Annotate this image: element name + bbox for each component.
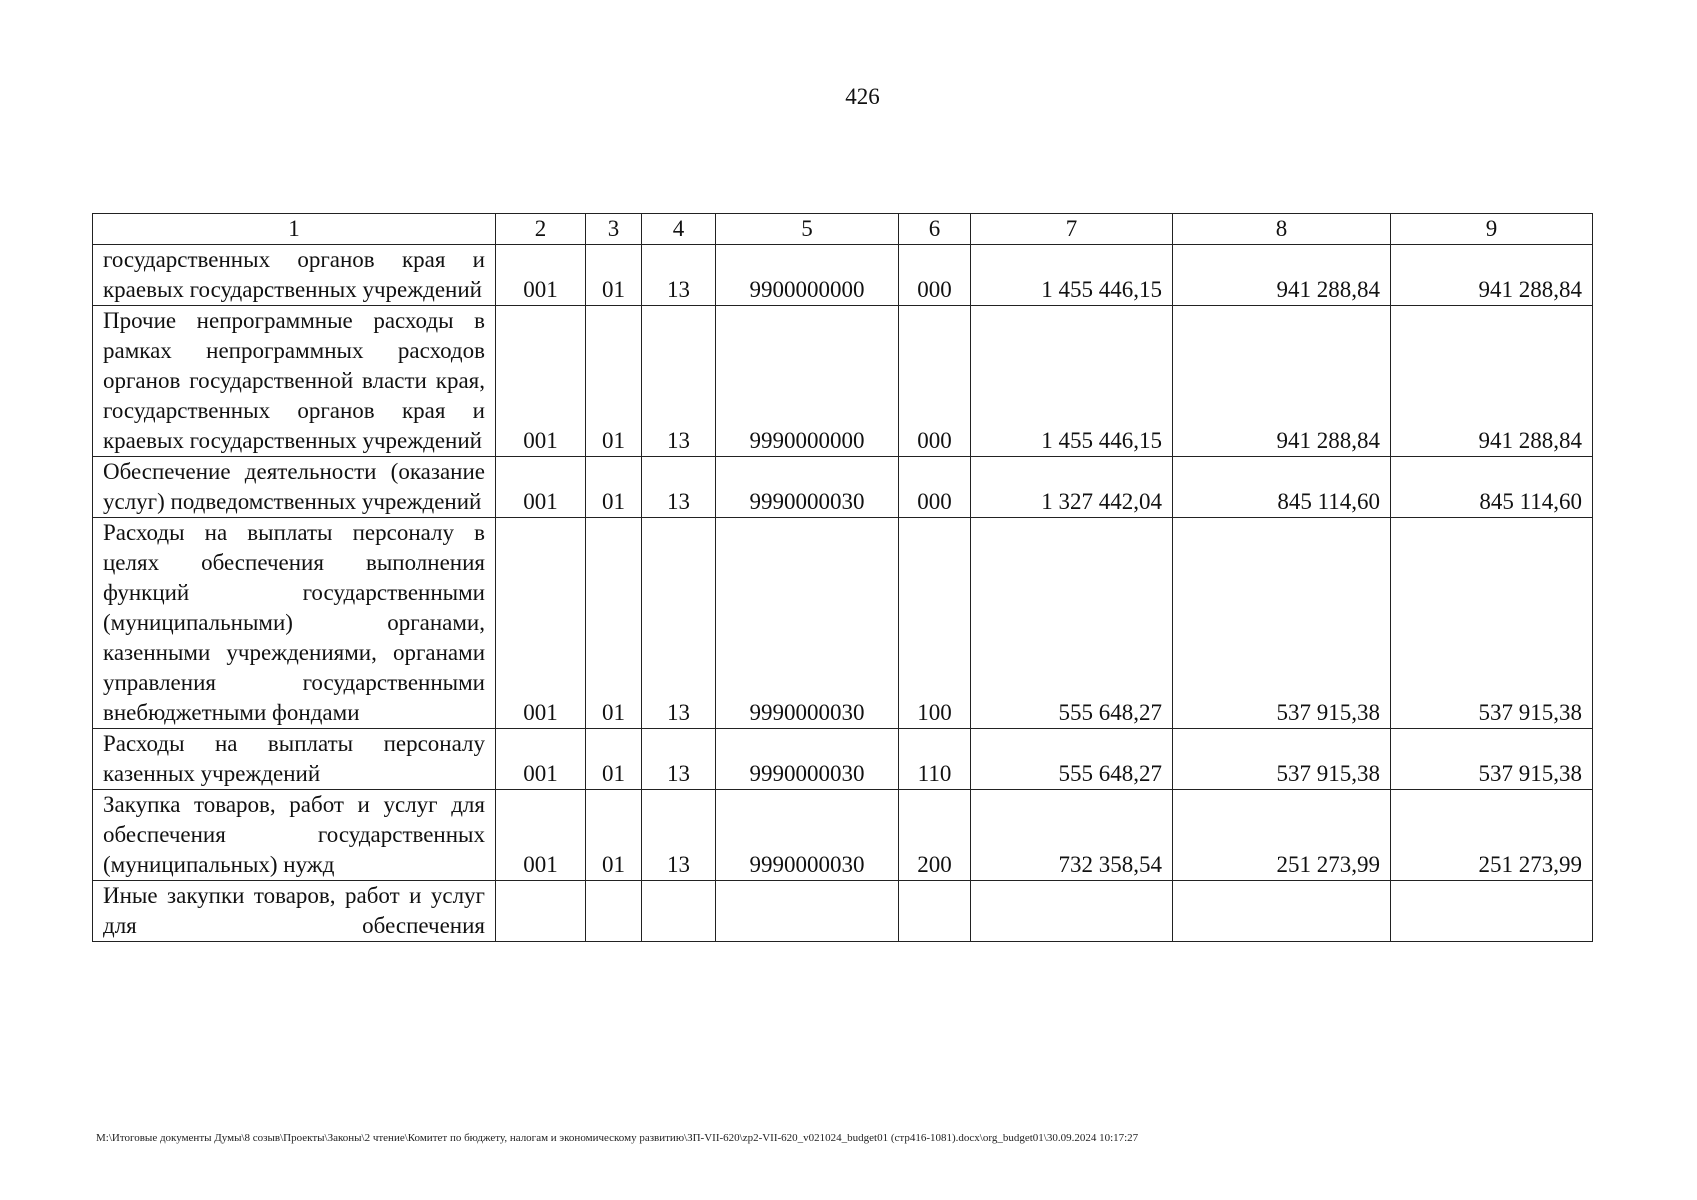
- column-header: 7: [971, 214, 1173, 245]
- cell-section: 01: [586, 518, 642, 729]
- row-description: Закупка товаров, работ и услуг для обеспечения государственных (муниципальных) нужд: [93, 790, 496, 881]
- table-row: [93, 457, 1593, 518]
- cell-amount-8: 845 114,60: [1173, 457, 1391, 518]
- cell-expense-type: 000: [899, 457, 971, 518]
- cell-admin-code: [496, 881, 586, 942]
- cell-amount-7: 1 327 442,04: [971, 457, 1173, 518]
- cell-target-article: 9990000030: [716, 457, 899, 518]
- cell-admin-code: 001: [496, 518, 586, 729]
- cell-amount-8: 941 288,84: [1173, 306, 1391, 457]
- cell-amount-7: 555 648,27: [971, 729, 1173, 790]
- row-description: Расходы на выплаты персоналу в целях обеспечения выполнения функций государственными (муниципальными) органами, казенными учреждениями, органами управления государственными внебюджетными фондами: [93, 518, 496, 729]
- cell-target-article: 9990000030: [716, 729, 899, 790]
- cell-subsection: 13: [642, 457, 716, 518]
- file-path-footer: M:\Итоговые документы Думы\8 созыв\Проекты\Законы\2 чтение\Комитет по бюджету, налогам и экономическому развитию\ЗП-VII-620\zp2-VII-620_v021024_budget01 (стр416-1081).docx\org_budget01\30.09.2024 10:17:27: [96, 1132, 1139, 1144]
- cell-amount-7: 555 648,27: [971, 518, 1173, 729]
- cell-section: 01: [586, 245, 642, 306]
- cell-amount-8: 941 288,84: [1173, 245, 1391, 306]
- column-header: 1: [93, 214, 496, 245]
- cell-target-article: 9990000000: [716, 306, 899, 457]
- cell-target-article: [716, 881, 899, 942]
- header-row: [93, 214, 1593, 245]
- cell-amount-9: 845 114,60: [1391, 457, 1593, 518]
- cell-expense-type: 200: [899, 790, 971, 881]
- cell-expense-type: 000: [899, 306, 971, 457]
- row-description: Иные закупки товаров, работ и услуг для обеспечения: [93, 881, 496, 942]
- table-row: [93, 729, 1593, 790]
- cell-subsection: 13: [642, 729, 716, 790]
- cell-amount-8: 537 915,38: [1173, 729, 1391, 790]
- cell-section: [586, 881, 642, 942]
- cell-target-article: 9900000000: [716, 245, 899, 306]
- cell-admin-code: 001: [496, 245, 586, 306]
- cell-subsection: 13: [642, 245, 716, 306]
- cell-admin-code: 001: [496, 457, 586, 518]
- budget-table: [92, 213, 1593, 942]
- cell-expense-type: 110: [899, 729, 971, 790]
- column-header: 2: [496, 214, 586, 245]
- cell-amount-9: 941 288,84: [1391, 245, 1593, 306]
- cell-section: 01: [586, 729, 642, 790]
- cell-amount-7: 1 455 446,15: [971, 306, 1173, 457]
- cell-expense-type: [899, 881, 971, 942]
- table-row: [93, 306, 1593, 457]
- column-header: 5: [716, 214, 899, 245]
- page-number: 426: [845, 84, 880, 109]
- table-row: [93, 881, 1593, 942]
- column-header: 8: [1173, 214, 1391, 245]
- cell-subsection: 13: [642, 790, 716, 881]
- cell-amount-9: 537 915,38: [1391, 729, 1593, 790]
- cell-amount-7: 732 358,54: [971, 790, 1173, 881]
- cell-expense-type: 100: [899, 518, 971, 729]
- cell-target-article: 9990000030: [716, 790, 899, 881]
- column-header: 9: [1391, 214, 1593, 245]
- cell-section: 01: [586, 457, 642, 518]
- table-row: [93, 790, 1593, 881]
- cell-target-article: 9990000030: [716, 518, 899, 729]
- cell-amount-9: [1391, 881, 1593, 942]
- cell-expense-type: 000: [899, 245, 971, 306]
- cell-admin-code: 001: [496, 729, 586, 790]
- cell-amount-8: 251 273,99: [1173, 790, 1391, 881]
- cell-amount-7: 1 455 446,15: [971, 245, 1173, 306]
- cell-admin-code: 001: [496, 306, 586, 457]
- table-row: [93, 245, 1593, 306]
- column-header: 4: [642, 214, 716, 245]
- row-description: Расходы на выплаты персоналу казенных учреждений: [93, 729, 496, 790]
- cell-subsection: [642, 881, 716, 942]
- cell-section: 01: [586, 790, 642, 881]
- cell-amount-8: [1173, 881, 1391, 942]
- table-row: [93, 518, 1593, 729]
- cell-subsection: 13: [642, 518, 716, 729]
- column-header: 6: [899, 214, 971, 245]
- column-header: 3: [586, 214, 642, 245]
- cell-admin-code: 001: [496, 790, 586, 881]
- cell-amount-7: [971, 881, 1173, 942]
- row-description: государственных органов края и краевых государственных учреждений: [93, 245, 496, 306]
- cell-subsection: 13: [642, 306, 716, 457]
- cell-amount-9: 941 288,84: [1391, 306, 1593, 457]
- cell-section: 01: [586, 306, 642, 457]
- cell-amount-9: 251 273,99: [1391, 790, 1593, 881]
- row-description: Обеспечение деятельности (оказание услуг) подведомственных учреждений: [93, 457, 496, 518]
- cell-amount-9: 537 915,38: [1391, 518, 1593, 729]
- cell-amount-8: 537 915,38: [1173, 518, 1391, 729]
- row-description: Прочие непрограммные расходы в рамках непрограммных расходов органов государственной власти края, государственных органов края и краевых государственных учреждений: [93, 306, 496, 457]
